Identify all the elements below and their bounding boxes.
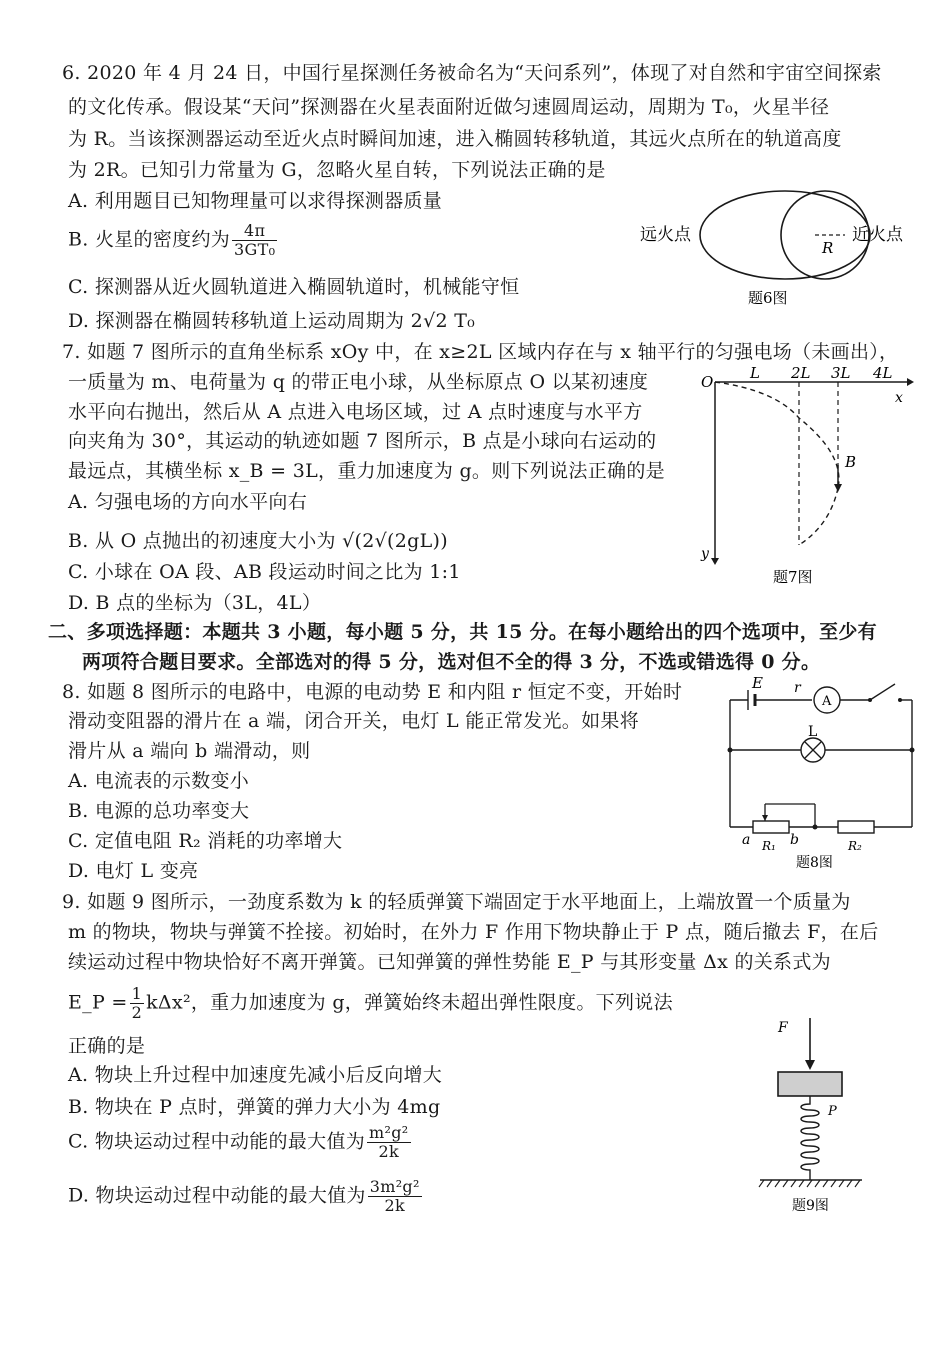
q9-half-numerator: 1 <box>131 984 143 1003</box>
figure-8-caption: 题8图 <box>796 855 833 871</box>
lamp-label: L <box>808 724 818 740</box>
slider-arrow <box>762 815 768 821</box>
q8-option-a: A. 电流表的示数变小 <box>68 770 250 792</box>
y-axis-label: y <box>701 546 709 562</box>
q8-option-b: B. 电源的总功率变大 <box>68 800 250 822</box>
emf-label: E <box>752 674 763 692</box>
q7-option-a: A. 匀强电场的方向水平向右 <box>68 491 308 513</box>
q8-stem-line-2: 滑动变阻器的滑片在 a 端，闭合开关，电灯 L 能正常发光。如果将 <box>68 710 640 732</box>
ammeter-label: A <box>822 694 832 709</box>
q6-option-b-numerator: 4π <box>232 222 277 241</box>
q9-option-d <box>68 1178 424 1215</box>
q6-option-a: A. 利用题目已知物理量可以求得探测器质量 <box>68 190 443 212</box>
q6-option-d: D. 探测器在椭圆转移轨道上运动周期为 2√2 T₀ <box>68 310 476 332</box>
figure-7-caption: 题7图 <box>773 568 813 586</box>
tick-l: L <box>750 364 760 382</box>
tick-3l: 3L <box>831 364 851 382</box>
q9-option-c-fraction <box>367 1124 410 1161</box>
q9-option-c-numerator: m²g² <box>369 1123 409 1142</box>
figure-9-caption: 题9图 <box>792 1198 829 1214</box>
tick-4l: 4L <box>873 364 893 382</box>
force-arrowhead <box>805 1060 815 1070</box>
trajectory-curve-upper <box>715 382 839 488</box>
q6-stem-line-3: 为 R。当该探测器运动至近火点时瞬间加速，进入椭圆转移轨道，其远火点所在的轨道高度 <box>68 128 842 150</box>
q9-option-d-text: D. 物块运动过程中动能的最大值为 <box>68 1184 366 1207</box>
q6-option-b-fraction <box>232 222 277 259</box>
y-axis-arrow <box>711 558 719 565</box>
section-2-header-line-1: 二、多项选择题：本题共 3 小题，每小题 5 分，共 15 分。在每小题给出的四个选项中，至少有 <box>48 621 877 643</box>
q9-option-d-denominator: 2k <box>384 1196 405 1215</box>
trajectory-curve-lower <box>799 488 838 545</box>
q9-option-c-text: C. 物块运动过程中动能的最大值为 <box>68 1130 366 1153</box>
q8-option-c: C. 定值电阻 R₂ 消耗的功率增大 <box>68 830 343 852</box>
q8-stem-line-1: 8. 如题 8 图所示的电路中，电源的电动势 E 和内阻 r 恒定不变，开始时 <box>62 681 683 703</box>
tick-2l: 2L <box>791 364 811 382</box>
x-axis-label: x <box>895 390 903 406</box>
q9-option-c-denominator: 2k <box>378 1142 400 1161</box>
q8-figure-circuit <box>720 672 920 872</box>
q6-option-b-text: B. 火星的密度约为 <box>68 228 231 251</box>
block <box>778 1072 842 1096</box>
q6-stem-line-1: 6. 2020 年 4 月 24 日，中国行星探测任务被命名为“天问系列”，体现了对自然和宇宙空间探索 <box>62 62 882 84</box>
q7-stem-line-2: 一质量为 m、电荷量为 q 的带正电小球，从坐标原点 O 以某初速度 <box>68 371 649 393</box>
r2-label: R₂ <box>848 839 862 853</box>
q9-energy-symbol: E_P = <box>68 991 128 1014</box>
q7-figure-trajectory <box>695 360 915 590</box>
q7-stem-line-4: 向夹角为 30°，其运动的轨迹如题 7 图所示，B 点是小球向右运动的 <box>68 430 657 452</box>
q6-figure-orbit <box>630 185 920 310</box>
q9-half-denominator: 2 <box>131 1003 143 1022</box>
q6-stem-line-4: 为 2R。已知引力常量为 G，忽略火星自转，下列说法正确的是 <box>68 159 606 181</box>
terminal-a-label: a <box>742 832 751 848</box>
q7-stem-line-5: 最远点，其横坐标 x_B = 3L，重力加速度为 g。则下列说法正确的是 <box>68 460 665 482</box>
q9-figure-spring <box>730 1010 870 1220</box>
spring <box>801 1096 819 1180</box>
q9-half-fraction <box>130 985 144 1022</box>
q7-option-c: C. 小球在 OA 段、AB 段运动时间之比为 1:1 <box>68 561 461 583</box>
point-p-label: P <box>828 1104 837 1119</box>
near-point-label: 近火点 <box>852 225 903 245</box>
internal-resistance-label: r <box>794 680 801 696</box>
q8-stem-line-3: 滑片从 a 端向 b 端滑动，则 <box>68 740 311 762</box>
q9-stem-line-4 <box>68 985 673 1022</box>
x-axis-arrow <box>907 378 914 386</box>
radius-label: R <box>822 239 834 257</box>
q9-stem-line-4-text: kΔx²，重力加速度为 g，弹簧始终未超出弹性限度。下列说法 <box>146 991 673 1014</box>
q6-option-c: C. 探测器从近火圆轨道进入椭圆轨道时，机械能守恒 <box>68 276 520 298</box>
q7-stem-line-3: 水平向右抛出，然后从 A 点进入电场区域，过 A 点时速度与水平方 <box>68 401 643 423</box>
far-point-label: 远火点 <box>640 225 691 245</box>
q9-option-d-fraction <box>368 1178 422 1215</box>
q6-option-b <box>68 222 279 259</box>
q7-option-b: B. 从 O 点抛出的初速度大小为 √(2√(2gL)) <box>68 530 448 552</box>
resistor-r2 <box>838 821 874 833</box>
rheostat-r1 <box>753 821 789 833</box>
q6-option-b-denominator: 3GT₀ <box>234 240 276 259</box>
terminal-b-label: b <box>790 832 799 848</box>
q9-stem-line-5: 正确的是 <box>68 1035 146 1057</box>
section-2-header-line-2: 两项符合题目要求。全部选对的得 5 分，选对但不全的得 3 分，不选或错选得 0 分。 <box>82 651 821 673</box>
q9-option-c <box>68 1124 413 1161</box>
switch <box>870 684 895 700</box>
r1-label: R₁ <box>762 839 776 853</box>
velocity-arrowhead-b <box>834 484 842 492</box>
q9-stem-line-1: 9. 如题 9 图所示，一劲度系数为 k 的轻质弹簧下端固定于水平地面上，上端放置一个质量为 <box>62 891 851 913</box>
point-b-label: B <box>845 453 857 471</box>
figure-6-caption: 题6图 <box>748 289 788 307</box>
ground-hatching <box>759 1180 860 1187</box>
q7-option-d: D. B 点的坐标为（3L，4L） <box>68 592 322 614</box>
q6-stem-line-2: 的文化传承。假设某“天问”探测器在火星表面附近做匀速圆周运动，周期为 T₀，火星半径 <box>68 96 830 118</box>
q9-option-a: A. 物块上升过程中加速度先减小后反向增大 <box>68 1064 443 1086</box>
q8-option-d: D. 电灯 L 变亮 <box>68 860 199 882</box>
q9-option-b: B. 物块在 P 点时，弹簧的弹力大小为 4mg <box>68 1096 441 1118</box>
q7-stem-line-1: 7. 如题 7 图所示的直角坐标系 xOy 中，在 x≥2L 区域内存在与 x 轴平行的匀强电场（未画出）， <box>62 341 899 363</box>
origin-label: O <box>701 373 714 391</box>
force-label: F <box>778 1020 788 1036</box>
q9-option-d-numerator: 3m²g² <box>369 1177 420 1196</box>
q9-stem-line-2: m 的物块，物块与弹簧不拴接。初始时，在外力 F 作用下物块静止于 P 点，随后撤去 F，在后 <box>68 921 879 943</box>
q9-stem-line-3: 续运动过程中物块恰好不离开弹簧。已知弹簧的弹性势能 E_P 与其形变量 Δx 的关系式为 <box>68 951 831 973</box>
